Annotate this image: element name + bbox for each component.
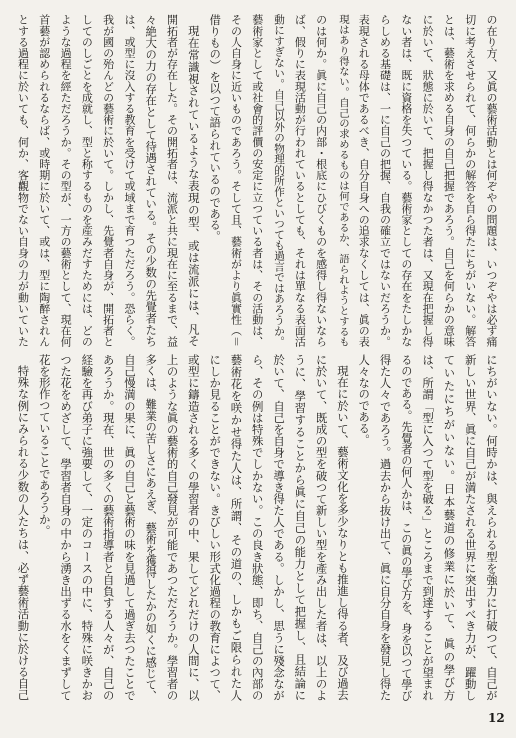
text-column: らしめる基礎は、一に自己の把握、自我の確立ではないだろうか。 <box>378 14 392 347</box>
page-number: 12 <box>488 711 505 725</box>
text-column: 得た人々であろう。過去から抜け出て、眞に自分自身を發見し得た <box>378 354 393 701</box>
text-column-paragraph-end: 借りもの）を以つて語られているのである。 <box>208 14 223 242</box>
text-column: 或型に鑄造される多くの學習者の中、果してどれだけの人間に、以 <box>186 354 201 701</box>
text-column: 藝術花を咲かせ得た人は、所謂、その道の、しかもご限られた人 <box>229 354 244 701</box>
text-column: ていたにちがいない。日本藝道の修業に於いて、眞の學び方 <box>442 354 457 701</box>
text-column: 藝術家として或社會的評價の安定に立つている者は、その活動は、 <box>250 14 264 347</box>
text-column: 経驗を再び弟子に強要して、一定のコースの中に、特殊に咲きかお <box>80 354 95 701</box>
text-column: の在り方、又眞の藝術活動とは何ぞやの問題は、いつぞやは必ず痛 <box>485 14 498 347</box>
text-column: あろうか。現在、世の多くの藝術指導者と自負する人々が、自己の <box>101 354 116 701</box>
text-column-paragraph-start: 現在に於いて、藝術文化を多少なりとも推進し得る者、及び過去 <box>335 365 350 701</box>
text-column: 多くは、難業の苦しさにあえぎ、藝術を獲得したかの如くに感じて、 <box>144 354 158 701</box>
text-column-paragraph-end: 人々なのである。 <box>357 354 372 446</box>
text-column: 動にすぎない。自己以外の物理的所作といつても過言ではあろうか。 <box>273 14 286 347</box>
text-column: ば、假りに表現活動が行われているとしても、それは單なる表面活 <box>293 14 307 347</box>
text-column-paragraph-end: 花を形作つていることであろうか。 <box>37 354 52 537</box>
text-column: にしか見ることができない。きびしい形式化過程の教育によつて、 <box>208 354 223 701</box>
text-column: にちがいない。何時かは、與えられる型を強力に打破つて、自己が <box>485 354 499 701</box>
text-column: に於いて、既成の型を破つて新しい型を產み出した者は、以上のよ <box>314 354 329 701</box>
text-column: 自己慢満の果に、眞の自己と藝術の味を見過して過ぎ去つたことで <box>122 354 137 701</box>
text-column: 現はあり得ない。自己の求めるものは何であるか、語られようとするも <box>336 14 349 347</box>
text-column: のは何か。眞に自己の内部・根底にひびくものを感得し得ないなら <box>314 14 328 347</box>
text-column: つた花をめざして、學習者自身の中から湧き出ずる水をくまずして <box>59 354 74 701</box>
text-column: は、所謂「型に入つて型を破る」ところまで到達することが望まれ <box>421 354 436 701</box>
text-column: してのしごとを成就し、型と称するものを産みだすためには、どの <box>80 14 94 347</box>
upper-text-block <box>12 14 502 347</box>
text-column: とは、藝術を求める自身の自己把握であろう。自己を何らかの意味 <box>442 14 456 347</box>
text-column: 我が國の殆んどの藝術に於いて。しかし、先覺者自身が、開拓者と <box>101 14 115 347</box>
text-column: ない者は、既に資格を失つている。藝術家としての存在をたしかな <box>399 14 413 347</box>
text-column: 首藝が認められるならば、或時期に於いて、或は、型に陶醉されん <box>37 14 51 347</box>
text-column: ら、その例は特殊でしかない。この良き狀態、即ち、自己の內部の <box>250 354 265 701</box>
text-column: 新しい世界、眞に自己が満たされる世界に突出すべき力が、躍動し <box>463 354 478 701</box>
text-column-paragraph-start: 現在常識視されているような表現の型、或は流派には、凡そ <box>186 25 201 347</box>
text-column: とする過程に於いても、何か、客觀物でない自身の力が動いていた <box>16 14 30 347</box>
text-column: 表現される母体であるべき、自分自身への追求なくしては、眞の表 <box>357 14 371 347</box>
text-column: に於いて、狀態に於いて、把握し得なかつた者は、又現在把握し得 <box>421 14 435 347</box>
text-column: その人自身に近いものであろう。そして且、藝術がより眞實性（＝ <box>229 14 243 347</box>
text-column: ような過程を經ただろうか。その型が、一方の藝術として、現在何 <box>59 14 73 347</box>
text-column: 開拓者が存在した。その開拓者は、流派と共に現在に至るまで、益 <box>165 14 179 347</box>
text-column: 上のような眞の藝術的自己發見が可能であつただろうか。學習者の <box>165 354 180 701</box>
text-column-paragraph-start: 特殊な例にみられる少数の人たちは、必ず藝術活動に於ける自己 <box>16 365 31 701</box>
text-column: 於いて、自己を自身で導き得た人である。しかし、思うに殘念なが <box>272 354 287 701</box>
lower-text-block <box>12 354 502 701</box>
text-column: うに、學習することから眞に自己の能力として把握し、且結論に <box>293 354 308 701</box>
text-column: るのである。先覺者の何人かは、この眞の學び方を、身を以つて學び <box>399 354 413 701</box>
text-column: 切に考えさせられて、何らかの解答を自ら得たにちがいない。解答 <box>463 14 477 347</box>
text-column: は、或型に沒入する教育を受けて或域まで育つただろう。恐らく。 <box>122 14 136 347</box>
text-column: 々絶大の力の存在として待遇されている。その少数の先覺者たち <box>144 14 159 347</box>
